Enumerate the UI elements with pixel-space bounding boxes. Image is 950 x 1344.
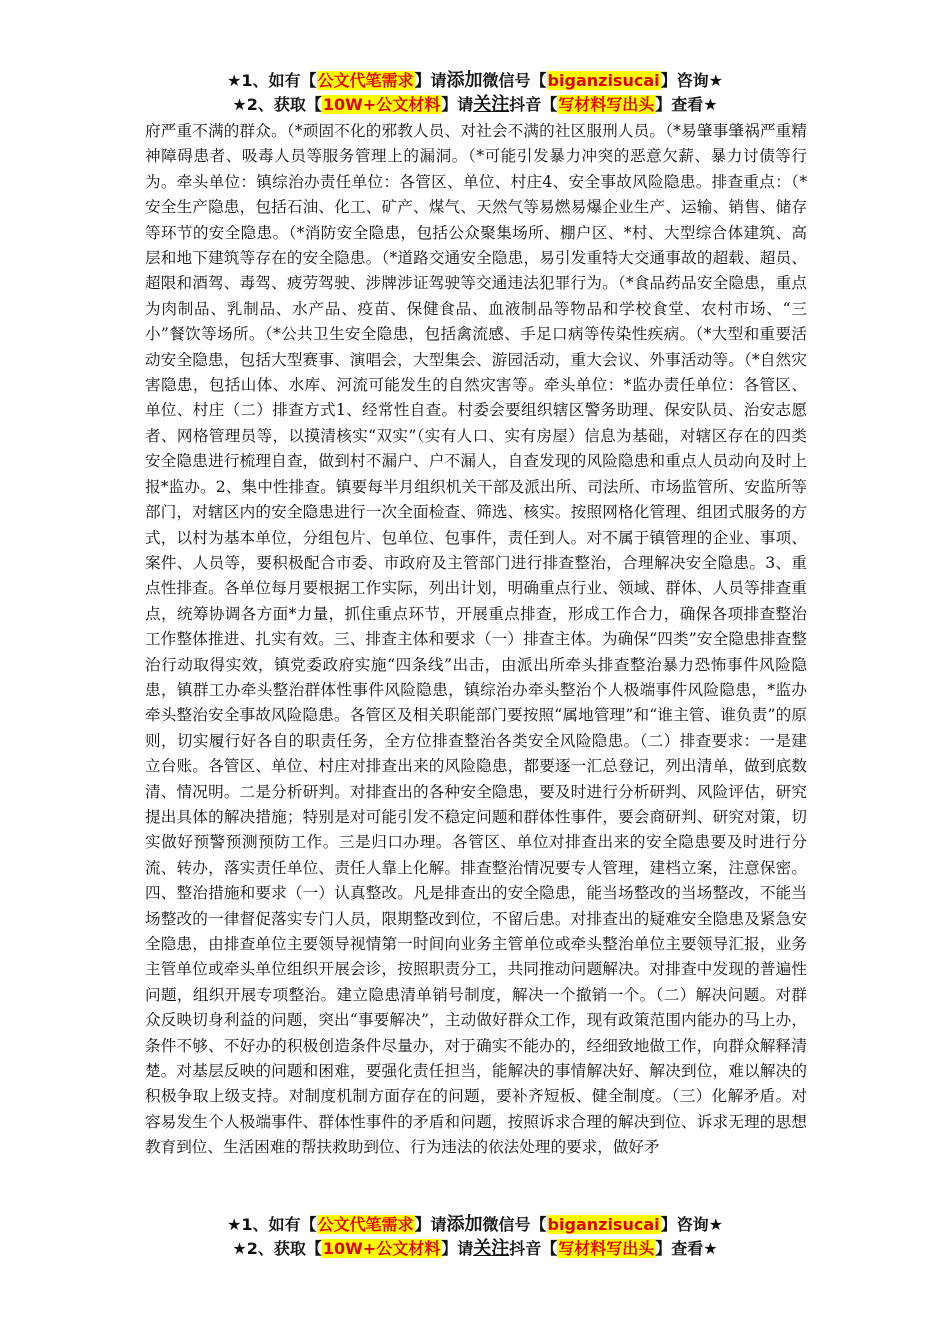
banner-line2-douyin-id: 写材料写出头 [558, 95, 655, 114]
banner-line2-prefix: ★2、获取【 [232, 95, 322, 114]
document-body-text: 府严重不满的群众。（*顽固不化的邪教人员、对社会不满的社区服刑人员。（*易肇事肇祸严重精神障碍患者、吸毒人员等服务管理上的漏洞。（*可能引发暴力冲突的恶意欠薪、暴力讨债等行为。牵头单位：镇综治办责任单位：各管区、单位、村庄4、安全事故风险隐患。排查重点：（*安全生产隐患，包括石油、化工、矿产、煤气、天然气等易燃易爆企业生产、运输、销售、储存等环节的安全隐患。（*消防安全隐患，包括公众聚集场所、棚户区、*村、大型综合体建筑、高层和地下建筑等存在的安全隐患。（*道路交通安全隐患，易引发重特大交通事故的超载、超员、超限和酒驾、毒驾、疲劳驾驶、涉牌涉证驾驶等交通违法犯罪行为。（*食品药品安全隐患，重点为肉制品、乳制品、水产品、疫苗、保健食品、血液制品等物品和学校食堂、农村市场、“三小”餐饮等场所。（*公共卫生安全隐患，包括禽流感、手足口病等传染性疾病。（*大型和重要活动安全隐患，包括大型赛事、演唱会，大型集会、游园活动，重大会议、外事活动等。（*自然灾害隐患，包括山体、水库、河流可能发生的自然灾害等。牵头单位：*监办责任单位：各管区、单位、村庄（二）排查方式1、经常性自查。村委会要组织辖区警务助理、保安队员、治安志愿者、网格管理员等，以摸清核实“双实”（实有人口、实有房屋）信息为基础，对辖区存在的四类安全隐患进行梳理自查，做到村不漏户、户不漏人，自查发现的风险隐患和重点人员动向及时上报*监办。2、集中性排查。镇要每半月组织机关干部及派出所、司法所、市场监管所、安监所等部门，对辖区内的安全隐患进行一次全面检查、筛选、核实。按照网格化管理、组团式服务的方式，以村为基本单位，分组包片、包单位、包事件，责任到人。对不属于镇管理的企业、事项、案件、人员等，要积极配合市委、市政府及主管部门进行排查整治，合理解决安全隐患。3、重点性排查。各单位每月要根据工作实际，列出计划，明确重点行业、领域、群体、人员等排查重点，统筹协调各方面*力量，抓住重点环节，开展重点排查，形成工作合力，确保各项排查整治工作整体推进、扎实有效。三、排查主体和要求（一）排查主体。为确保“四类”安全隐患排查整治行动取得实效，镇党委政府实施“四条线”出击，由派出所牵头排查整治暴力恐怖事件风险隐患，镇群工办牵头整治群体性事件风险隐患，镇综治办牵头整治个人极端事件风险隐患，*监办牵头整治安全事故风险隐患。各管区及相关职能部门要按照“属地管理”和“谁主管、谁负责”的原则，切实履行好各自的职责任务，全方位排查整治各类安全风险隐患。（二）排查要求：一是建立台账。各管区、单位、村庄对排查出来的风险隐患，都要逐一汇总登记，列出清单，做到底数清、情况明。二是分析研判。对排查出的各种安全隐患，要及时进行分析研判、风险评估，研究提出具体的解决措施；特别是对可能引发不稳定问题和群体性事件，要会商研判、研究对策，切实做好预警预测预防工作。三是归口办理。各管区、单位对排查出来的安全隐患要及时进行分流、转办，落实责任单位、责任人靠上化解。排查整治情况要专人管理，建档立案，注意保密。四、整治措施和要求（一）认真整改。凡是排查出的安全隐患，能当场整改的当场整改，不能当场整改的一律督促落实专门人员，限期整改到位，不留后患。对排查出的疑难安全隐患及紧急安全隐患，由排查单位主要领导视情第一时间向业务主管单位或牵头整治单位主要领导汇报，业务主管单位或牵头单位组织开展会诊，按照职责分工，共同推动问题解决。对排查中发现的普遍性问题，组织开展专项整治。建立隐患清单销号制度，解决一个撤销一个。（二）解决问题。对群众反映切身利益的问题，突出“事要解决”，主动做好群众工作，现有政策范围内能办的马上办，条件不够、不好办的积极创造条件尽量办，对于确实不能办的，经细致地做工作，向群众解释清楚。对基层反映的问题和困难，要强化责任担当，能解决的事情解决好、解决到位，难以解决的积极争取上级支持。对制度机制方面存在的问题，要补齐短板、健全制度。（三）化解矛盾。对容易发生个人极端事件、群体性事件的矛盾和问题，按照诉求合理的解决到位、诉求无理的思想教育到位、生活困难的帮扶救助到位、行为违法的依法处理的要求，做好矛 [145, 122, 807, 1157]
banner-line2-mid1: 】请 [441, 1239, 474, 1258]
banner-line2-emph: 关注 [473, 94, 510, 115]
banner-line1-mid2: 微信号【 [482, 1215, 547, 1234]
banner-line2-emph: 关注 [473, 1238, 510, 1259]
banner-line1-wechat-id: biganzisucai [547, 71, 660, 90]
banner-line1-mid1: 】请 [414, 1215, 447, 1234]
banner-line1-mid1: 】请 [414, 71, 447, 90]
banner-line2-mid1: 】请 [441, 95, 474, 114]
banner-line2-mid2: 抖音【 [509, 1239, 558, 1258]
banner-line1-emph: 添加 [446, 70, 483, 91]
banner-line1-wechat-id: biganzisucai [547, 1215, 660, 1234]
banner-line2-douyin-id: 写材料写出头 [558, 1239, 655, 1258]
banner-line2-suffix: 】查看★ [655, 1239, 718, 1258]
banner-line1-suffix: 】咨询★ [660, 1215, 723, 1234]
banner-line1-mid2: 微信号【 [482, 71, 547, 90]
banner-line1-highlight: 公文代笔需求 [317, 71, 414, 90]
top-banner [0, 69, 950, 117]
banner-line1-suffix: 】咨询★ [660, 71, 723, 90]
banner-line1-highlight: 公文代笔需求 [317, 1215, 414, 1234]
banner-line2-highlight: 10W+公文材料 [322, 95, 441, 114]
banner-line1-prefix: ★1、如有【 [227, 1215, 317, 1234]
banner-line2-prefix: ★2、获取【 [232, 1239, 322, 1258]
banner-line2-highlight: 10W+公文材料 [322, 1239, 441, 1258]
banner-line2-mid2: 抖音【 [509, 95, 558, 114]
banner-line1-emph: 添加 [446, 1214, 483, 1235]
banner-line2-suffix: 】查看★ [655, 95, 718, 114]
banner-line1-prefix: ★1、如有【 [227, 71, 317, 90]
bottom-banner [0, 1213, 950, 1261]
